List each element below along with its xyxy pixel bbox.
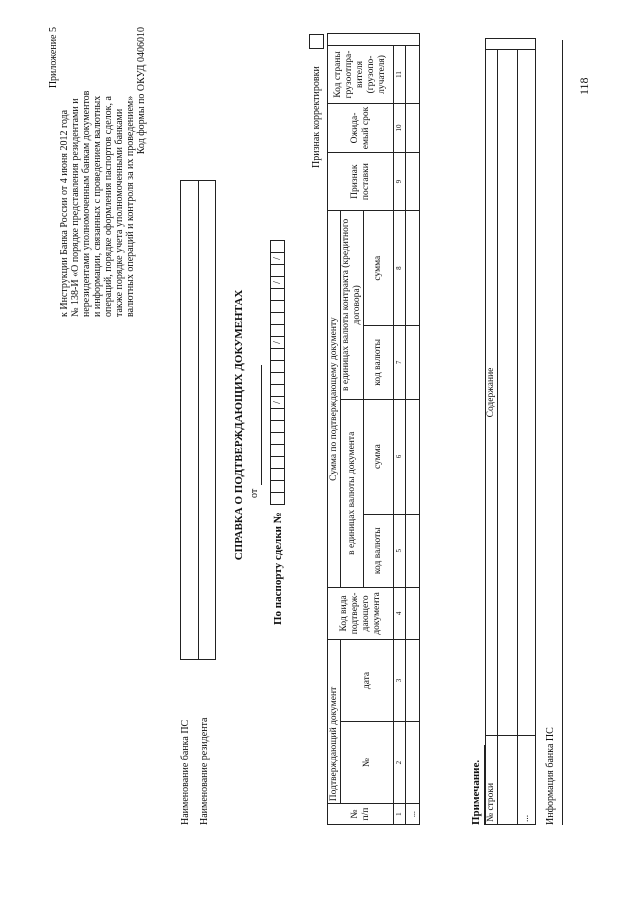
col-amount2-header: сумма bbox=[364, 211, 394, 326]
ellipsis-cell: ... bbox=[406, 804, 420, 825]
col-number: 4 bbox=[394, 587, 406, 639]
column-numbers-row bbox=[394, 34, 406, 825]
col-term-header: Ожида- емый срок bbox=[328, 103, 394, 152]
table-row bbox=[518, 39, 536, 825]
col-number: 10 bbox=[394, 103, 406, 152]
appendix-line: № 138-И «О порядке представления резидентами и bbox=[70, 98, 81, 317]
col-delivery-header: Признак поставки bbox=[328, 153, 394, 211]
okud-code: Код формы по ОКУД 0406010 bbox=[136, 27, 147, 155]
name-fields-box bbox=[180, 180, 216, 660]
col-number: 3 bbox=[394, 639, 406, 721]
col-doc-type-header: Код вида подтверж- дающего документа bbox=[328, 587, 394, 639]
table-cell[interactable] bbox=[406, 103, 420, 152]
col-number: 9 bbox=[394, 153, 406, 211]
date-line bbox=[261, 365, 262, 485]
table-cell[interactable] bbox=[406, 399, 420, 514]
appendix-line: нерезидентами уполномоченным банкам документов bbox=[81, 90, 92, 317]
col-amount-header: сумма bbox=[364, 399, 394, 514]
col-sum-doc-header: в единицах валюты документа bbox=[341, 399, 364, 587]
correction-checkbox[interactable] bbox=[309, 34, 324, 49]
table-cell[interactable] bbox=[406, 639, 420, 721]
bank-info-label: Информация банка ПС bbox=[545, 727, 556, 825]
appendix-title: Приложение 5 bbox=[48, 27, 59, 89]
col-number: 7 bbox=[394, 326, 406, 399]
document-title: СПРАВКА О ПОДТВЕРЖДАЮЩИХ ДОКУМЕНТАХ bbox=[233, 289, 245, 561]
note-col-content: Содержание bbox=[486, 50, 498, 736]
col-doc-date-header: дата bbox=[341, 639, 394, 721]
table-cell[interactable] bbox=[406, 514, 420, 587]
resident-name-label: Наименование резидента bbox=[199, 717, 210, 825]
note-table bbox=[485, 38, 536, 825]
col-sum-header: Сумма по подтверждающему документу bbox=[328, 211, 341, 588]
passport-number-boxes[interactable]: / / / / bbox=[270, 241, 285, 505]
date-label: от bbox=[249, 488, 260, 498]
col-number: 5 bbox=[394, 514, 406, 587]
ellipsis-cell: ... bbox=[518, 736, 536, 825]
col-number: 2 bbox=[394, 722, 406, 804]
table-row bbox=[406, 34, 420, 825]
col-cur-code2-header: код валюты bbox=[364, 326, 394, 399]
table-cell[interactable] bbox=[406, 587, 420, 639]
appendix-line: и информации, связанных с проведением валютных bbox=[92, 95, 103, 317]
col-cur-code-header: код валюты bbox=[364, 514, 394, 587]
col-number: 11 bbox=[394, 46, 406, 104]
table-cell[interactable] bbox=[498, 736, 518, 825]
table-edge bbox=[486, 39, 536, 50]
passport-label: По паспорту сделки № bbox=[272, 512, 284, 625]
col-doc-no-header: № bbox=[341, 722, 394, 804]
col-number: 8 bbox=[394, 211, 406, 326]
table-cell[interactable] bbox=[406, 211, 420, 326]
col-num-header: № п/п bbox=[328, 804, 394, 825]
documents-table bbox=[327, 33, 420, 825]
col-number: 1 bbox=[394, 804, 406, 825]
table-cell[interactable] bbox=[406, 153, 420, 211]
col-sum-contract-header: в единицах валюты контракта (кредитного договора) bbox=[341, 211, 364, 399]
table-cell[interactable] bbox=[406, 46, 420, 104]
table-edge bbox=[328, 34, 420, 46]
col-doc-header: Подтверждающий документ bbox=[328, 639, 341, 803]
appendix-line: также порядке учета уполномоченными банками bbox=[114, 108, 125, 317]
table-cell[interactable] bbox=[498, 50, 518, 736]
table-cell[interactable] bbox=[406, 722, 420, 804]
appendix-line: к Инструкции Банка России от 4 июня 2012 года bbox=[59, 109, 70, 317]
appendix-line: валютных операций и контроля за их проведением» bbox=[125, 95, 136, 317]
col-country-header: Код страны грузоотпра- вителя (грузопо- лучателя) bbox=[328, 46, 394, 104]
bank-name-label: Наименование банка ПС bbox=[180, 719, 191, 825]
correction-label: Признак корректировки bbox=[311, 66, 322, 168]
table-row bbox=[498, 39, 518, 825]
note-title: Примечание. bbox=[470, 759, 482, 825]
appendix-line: операций, порядке оформления паспортов сделок, а bbox=[103, 96, 114, 317]
bank-info-line bbox=[562, 40, 563, 825]
appendix-block bbox=[48, 27, 147, 317]
table-cell[interactable] bbox=[406, 326, 420, 399]
page-number: 118 bbox=[577, 77, 591, 95]
col-number: 6 bbox=[394, 399, 406, 514]
table-cell[interactable] bbox=[518, 50, 536, 736]
note-col-line: № строки bbox=[486, 736, 498, 825]
